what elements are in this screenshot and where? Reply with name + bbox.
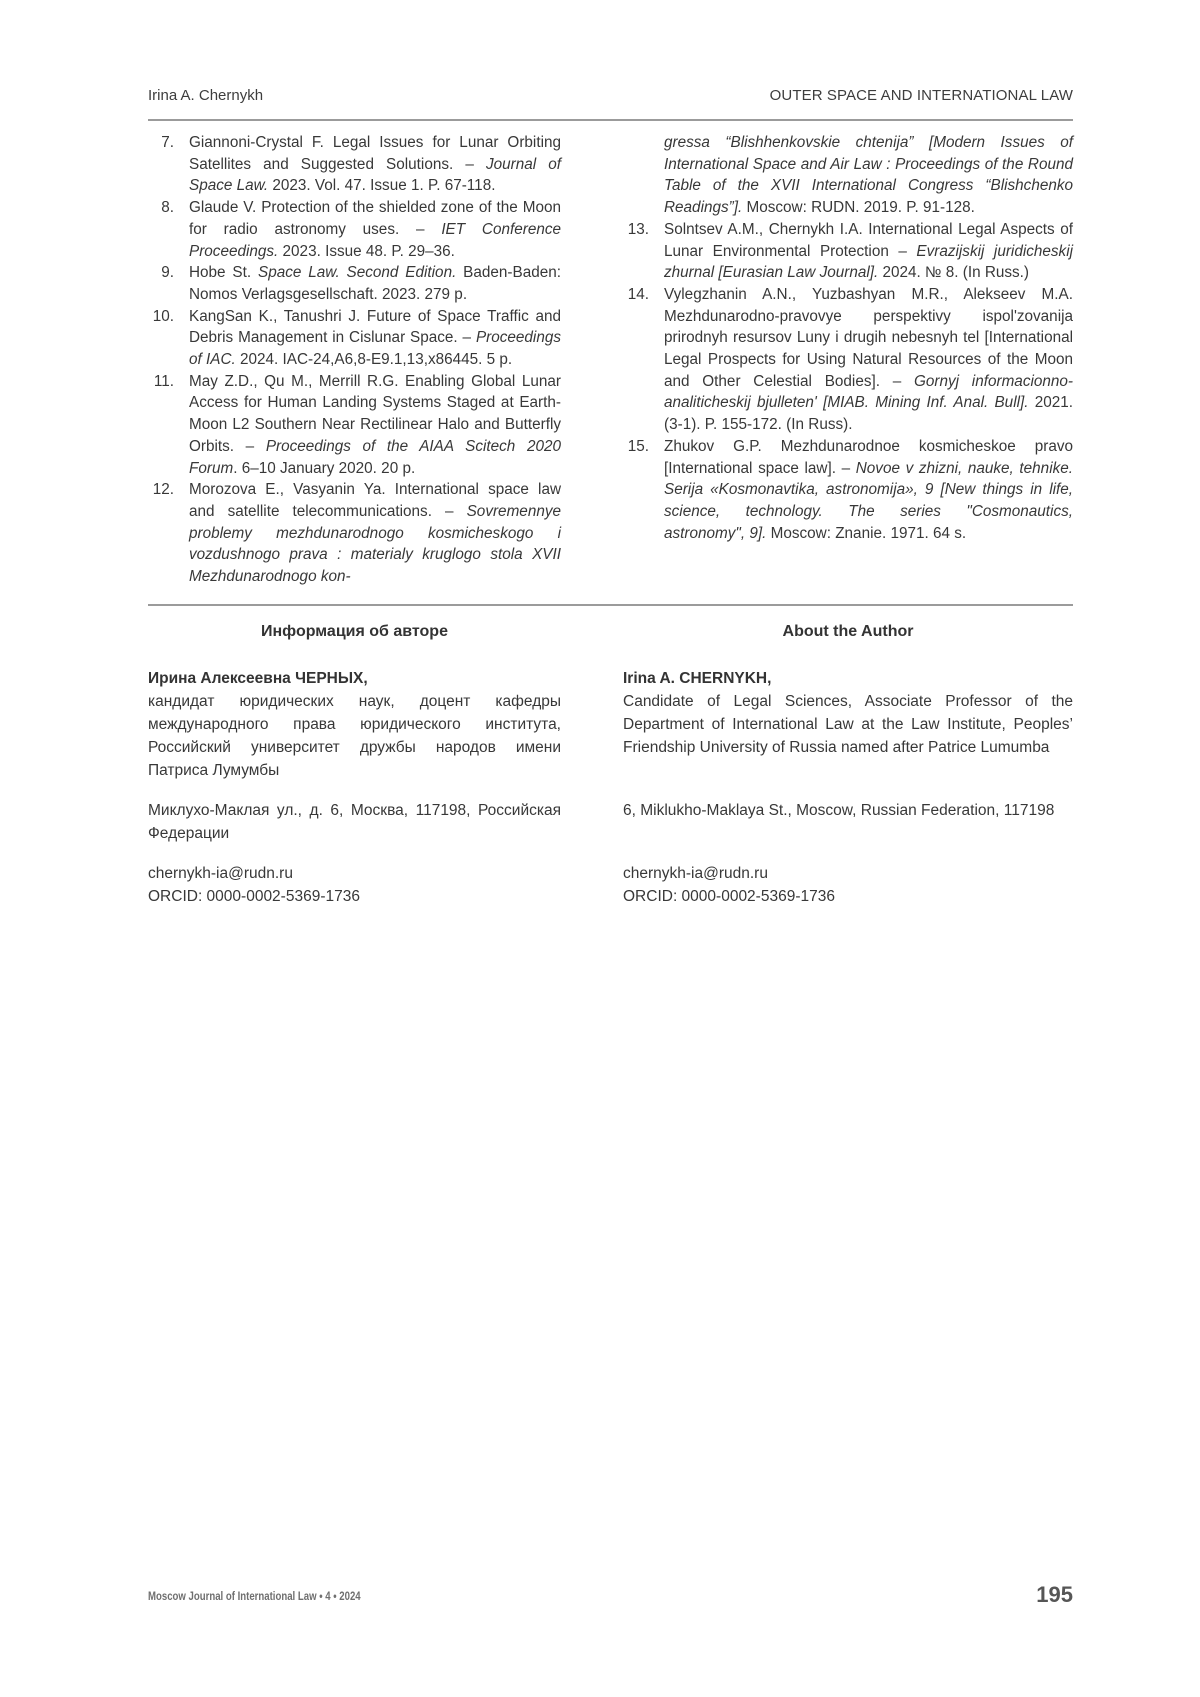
- running-header-section: OUTER SPACE AND INTERNATIONAL LAW: [769, 87, 1073, 104]
- author-block-ru: [148, 667, 561, 782]
- header-rule: [148, 119, 1073, 121]
- author-orcid-ru: ORCID: 0000-0002-5369-1736: [148, 888, 360, 905]
- reference-number: 14.: [627, 285, 649, 303]
- reference-text: Solntsev A.M., Chernykh I.A. International Legal Aspects of Lunar Environmental Protection – Evrazijskij juridicheskij zhurnal [Eurasian Law Journal]. 2024. № 8. (In Russ.): [664, 220, 1073, 282]
- references-column-right: [623, 132, 1073, 588]
- reference-text: Morozova E., Vasyanin Ya. International space law and satellite telecommunications. – Sovremennye problemy mezhdunarodnogo kosmicheskogo i vozdushnogo prava : materialy kruglogo stola XVII Mezhdunarodnogo kon-: [189, 481, 561, 586]
- reference-item: [148, 306, 561, 371]
- reference-text: KangSan K., Tanushri J. Future of Space Traffic and Debris Management in Cislunar Space. – Proceedings of IAC. 2024. IAC-24,A6,8-E9.1,13,x86445. 5 p.: [189, 307, 561, 369]
- author-address-ru: Миклухо-Маклая ул., д. 6, Москва, 117198, Российская Федерации: [148, 802, 561, 842]
- page-number: 195: [1036, 1582, 1073, 1607]
- author-name-en: Irina A. CHERNYKH,: [623, 670, 772, 687]
- reference-item: [623, 284, 1073, 436]
- author-block-en: [623, 667, 1073, 782]
- reference-number: 10.: [152, 307, 174, 325]
- reference-item: [148, 371, 561, 480]
- reference-continuation: [623, 132, 1073, 219]
- reference-text: gressa “Blishhenkovskie chtenija” [Modern Issues of International Space and Air Law : Proceedings of the Round Table of the XVII International Congress “Blishchenko Readings”]. Moscow: RUDN. 2019. P. 91-128.: [664, 134, 1073, 217]
- section-divider: [148, 604, 1073, 606]
- reference-number: 12.: [152, 481, 174, 499]
- author-affiliation-ru: кандидат юридических наук, доцент кафедры международного права юридического института, Российский университет дружбы народов имени Патриса Лумумбы: [148, 693, 561, 779]
- reference-number: 8.: [161, 199, 174, 217]
- running-header-author: Irina A. Chernykh: [148, 87, 264, 104]
- author-affiliation-en: Candidate of Legal Sciences, Associate Professor of the Department of International Law at the Law Institute, Peoples’ Friendship University of Russia named after Patrice Lumumba: [623, 693, 1073, 756]
- reference-text: Giannoni-Crystal F. Legal Issues for Lunar Orbiting Satellites and Suggested Solutions. – Journal of Space Law. 2023. Vol. 47. Issue 1. P. 67-118.: [189, 134, 561, 195]
- author-info-heading-ru: Информация об авторе: [261, 623, 448, 640]
- reference-number: 7.: [161, 134, 174, 151]
- author-contact-en: [623, 862, 1073, 908]
- reference-text: Vylegzhanin A.N., Yuzbashyan M.R., Alekseev M.A. Mezhdunarodno-pravovye perspektivy ispol'zovanija prirodnyh resursov Luny i drugih nebesnyh tel [International Legal Prospects for Using Natural Resources of the Moon and Other Celestial Bodies]. – Gornyj informacionno-analiticheskij bjulleten' [MIAB. Mining Inf. Anal. Bull]. 2021. (3-1). P. 155-172. (In Russ).: [664, 285, 1074, 434]
- authors-section: [148, 622, 1073, 908]
- reference-number: 11.: [153, 372, 174, 390]
- author-info-heading-en: About the Author: [782, 623, 914, 640]
- reference-item: [148, 262, 561, 305]
- author-name-ru: Ирина Алексеевна ЧЕРНЫХ,: [148, 670, 368, 687]
- reference-number: 15.: [627, 437, 649, 455]
- reference-text: Hobe St. Space Law. Second Edition. Baden-Baden: Nomos Verlagsgesellschaft. 2023. 279 p.: [189, 264, 561, 303]
- running-header: [148, 86, 1073, 106]
- author-email-en: chernykh-ia@rudn.ru: [623, 865, 768, 882]
- footer-journal-line: Moscow Journal of International Law • 4 • 2024: [148, 1589, 361, 1603]
- reference-item: [148, 479, 561, 588]
- reference-number: 13.: [627, 220, 649, 238]
- author-contact-ru: [148, 862, 561, 908]
- reference-item: [148, 197, 561, 262]
- references-section: [148, 132, 1073, 588]
- author-orcid-en: ORCID: 0000-0002-5369-1736: [623, 888, 835, 905]
- reference-item: [623, 436, 1073, 545]
- reference-number: 9.: [161, 264, 174, 282]
- reference-text: Glaude V. Protection of the shielded zone of the Moon for radio astronomy uses. – IET Conference Proceedings. 2023. Issue 48. P. 29–36.: [189, 199, 561, 260]
- author-address-en: 6, Miklukho-Maklaya St., Moscow, Russian Federation, 117198: [623, 802, 1055, 819]
- reference-item: [623, 219, 1073, 284]
- author-email-ru: chernykh-ia@rudn.ru: [148, 865, 293, 882]
- reference-text: May Z.D., Qu M., Merrill R.G. Enabling Global Lunar Access for Human Landing Systems Staged at Earth-Moon L2 Southern Near Rectilinear Halo and Butterfly Orbits. – Proceedings of the AIAA Scitech 2020 Forum. 6–10 January 2020. 20 p.: [189, 372, 561, 477]
- reference-item: [148, 132, 561, 197]
- references-column-left: [148, 132, 561, 588]
- reference-text: Zhukov G.P. Mezhdunarodnoe kosmicheskoe pravo [International space law]. – Novoe v zhizni, nauke, tehnike. Serija «Kosmonavtika, astronomija», 9 [New things in life, science, technology. The series "Cosmonautics, astronomy", 9]. Moscow: Znanie. 1971. 64 s.: [664, 437, 1073, 542]
